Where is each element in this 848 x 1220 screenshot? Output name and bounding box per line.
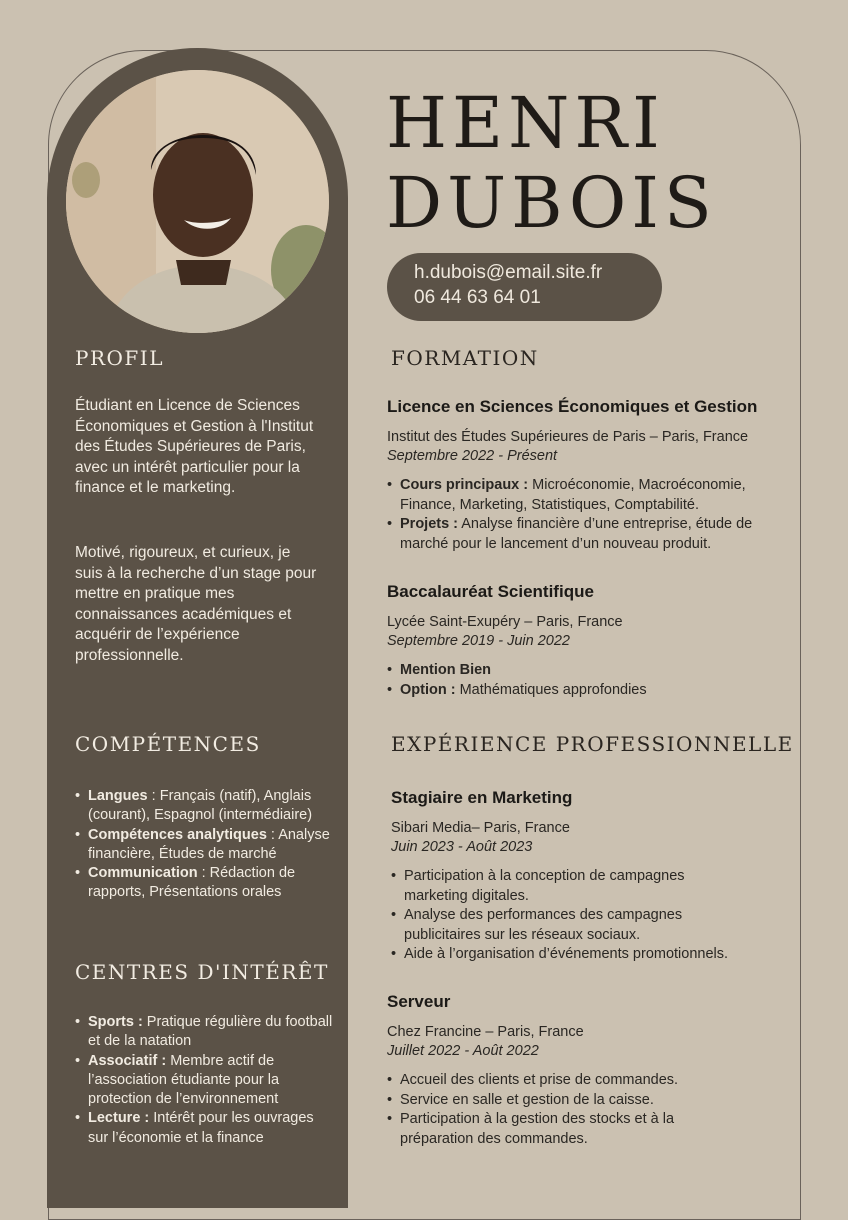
list-item: • Aide à l’organisation d’événements promotionnels. bbox=[391, 945, 751, 965]
phone-number[interactable]: 06 44 63 64 01 bbox=[414, 287, 541, 308]
list-item: • Participation à la conception de campagnes marketing digitales. bbox=[391, 867, 751, 906]
experience-heading: EXPÉRIENCE PROFESSIONNELLE bbox=[391, 732, 794, 756]
profile-paragraph-2: Motivé, rigoureux, et curieux, je suis à la recherche d’un stage pour mettre en pratique mes connaissances académiques et acquérir de l’expérience professionnelle. bbox=[75, 544, 317, 664]
list-item: • Option : Mathématiques approfondies bbox=[387, 681, 777, 701]
profile-heading: PROFIL bbox=[75, 346, 164, 370]
portrait-illustration bbox=[66, 70, 329, 333]
experience-role: Stagiaire en Marketing bbox=[391, 788, 573, 807]
education-dates: Septembre 2022 - Présent bbox=[387, 448, 558, 464]
education-degree: Licence en Sciences Économiques et Gestion bbox=[387, 397, 758, 416]
experience-dates: Juin 2023 - Août 2023 bbox=[391, 839, 533, 855]
list-item: • Participation à la gestion des stocks et à la préparation des commandes. bbox=[387, 1110, 732, 1149]
interests-heading: CENTRES D'INTÉRÊT bbox=[75, 960, 329, 984]
education-bullets bbox=[387, 476, 777, 554]
experience-dates: Juillet 2022 - Août 2022 bbox=[387, 1043, 539, 1059]
experience-role: Serveur bbox=[387, 992, 451, 1011]
profile-paragraph-1: Étudiant en Licence de Sciences Économiques et Gestion à l'Institut des Études Supérieures de Paris, avec un intérêt particulier pour la finance et le marketing. bbox=[75, 397, 314, 496]
list-item: • Mention Bien bbox=[387, 661, 777, 681]
list-item: • Analyse des performances des campagnes publicitaires sur les réseaux sociaux. bbox=[391, 906, 751, 945]
education-heading: FORMATION bbox=[391, 346, 539, 370]
last-name: DUBOIS bbox=[386, 162, 717, 244]
list-item: • Associatif : Membre actif de l’association étudiante pour la protection de l’environnement bbox=[75, 1052, 337, 1110]
education-dates: Septembre 2019 - Juin 2022 bbox=[387, 633, 570, 649]
list-item: • Sports : Pratique régulière du football et de la natation bbox=[75, 1013, 337, 1052]
education-bullets bbox=[387, 661, 777, 700]
list-item: • Projets : Analyse financière d’une entreprise, étude de marché pour le lancement d’un nouveau produit. bbox=[387, 515, 777, 554]
experience-bullets bbox=[391, 867, 751, 965]
experience-company: Chez Francine – Paris, France bbox=[387, 1024, 584, 1040]
education-school: Lycée Saint-Exupéry – Paris, France bbox=[387, 614, 623, 630]
skills-heading: COMPÉTENCES bbox=[75, 732, 261, 756]
list-item: • Service en salle et gestion de la caisse. bbox=[387, 1091, 732, 1111]
contact-pill bbox=[387, 253, 662, 321]
list-item: • Compétences analytiques : Analyse financière, Études de marché bbox=[75, 826, 337, 865]
experience-bullets bbox=[387, 1071, 732, 1149]
list-item: • Lecture : Intérêt pour les ouvrages sur l’économie et la finance bbox=[75, 1109, 337, 1148]
interests-list bbox=[75, 1013, 337, 1148]
list-item: • Communication : Rédaction de rapports, Présentations orales bbox=[75, 864, 337, 903]
skills-list bbox=[75, 787, 337, 903]
email-link[interactable]: h.dubois@email.site.fr bbox=[414, 262, 603, 283]
list-item: • Accueil des clients et prise de commandes. bbox=[387, 1071, 732, 1091]
list-item: • Langues : Français (natif), Anglais (courant), Espagnol (intermédiaire) bbox=[75, 787, 337, 826]
profile-photo bbox=[66, 70, 329, 333]
first-name: HENRI bbox=[386, 82, 665, 164]
education-degree: Baccalauréat Scientifique bbox=[387, 582, 594, 601]
education-school: Institut des Études Supérieures de Paris – Paris, France bbox=[387, 429, 749, 445]
list-item: • Cours principaux : Microéconomie, Macroéconomie, Finance, Marketing, Statistiques, Comptabilité. bbox=[387, 476, 777, 515]
experience-company: Sibari Media– Paris, France bbox=[391, 820, 570, 836]
